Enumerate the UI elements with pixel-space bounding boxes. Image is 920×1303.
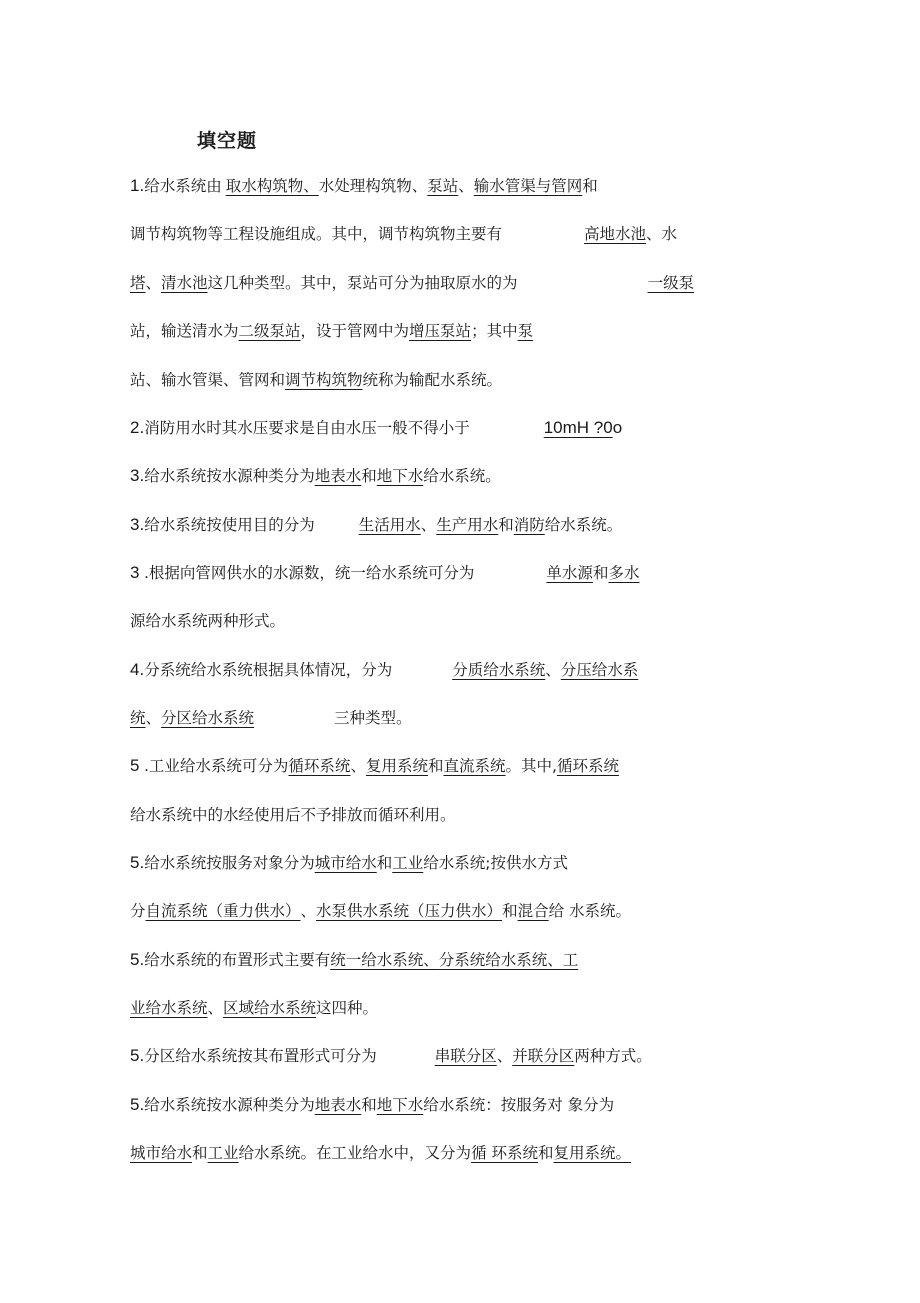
text-run: 、: [300, 902, 317, 920]
item-number: 5.: [130, 853, 145, 872]
text-line-14: [130, 802, 456, 828]
text-run: 、: [496, 1047, 513, 1065]
answer-blank: 直流系统: [443, 757, 506, 775]
text-run: 分: [130, 902, 146, 920]
text-run: 和: [376, 854, 393, 872]
text-run: 给水系统：按服务对 象分为: [423, 1096, 615, 1114]
answer-blank: 统: [130, 709, 146, 727]
text-run: 、: [350, 757, 366, 775]
text-run: 、: [458, 177, 474, 195]
text-line-15: [130, 850, 568, 876]
answer-blank: 区域给水系统: [223, 999, 317, 1017]
text-line-9: [130, 560, 639, 586]
answer-blank: 单水源: [546, 564, 593, 582]
text-run: 分区给水系统按其布置形式可分为: [144, 1047, 377, 1065]
answer-blank: 混合: [517, 902, 549, 920]
text-run: 两种方式。: [574, 1047, 652, 1065]
item-number: 4.: [130, 660, 145, 679]
text-line-11: [130, 657, 638, 683]
page-title: 填空题: [197, 130, 258, 152]
answer-blank: 生活用水: [358, 516, 421, 534]
text-line-19: [130, 1043, 652, 1069]
text-line-2: [130, 221, 677, 247]
text-run: 、水: [646, 225, 678, 243]
answer-blank: 塔: [130, 274, 146, 292]
text-run: 。其中,: [505, 757, 557, 775]
answer-blank: 地表水: [314, 1096, 362, 1114]
text-run: 和: [582, 177, 598, 195]
text-run: 、: [207, 999, 224, 1017]
answer-blank: 工业: [392, 854, 424, 872]
item-number: 5.: [130, 1095, 145, 1114]
text-run: 给水系统按水源种类分为: [144, 1096, 315, 1114]
answer-blank: 地下水: [376, 1096, 424, 1114]
answer-blank: 清水池: [161, 274, 208, 292]
answer-blank: 地表水: [314, 467, 362, 485]
answer-blank: 生产用水: [436, 516, 499, 534]
text-run: 给水系统。在工业给水中，又分为: [238, 1144, 472, 1162]
answer-blank: 自流系统（重力供水）: [145, 902, 301, 920]
text-run: 站、输水管渠、管网和: [130, 371, 286, 389]
text-run: 这四种。: [316, 999, 379, 1017]
answer-blank: 取水构筑物、: [225, 177, 319, 195]
text-line-3: [130, 270, 694, 296]
text-run: 和: [361, 467, 377, 485]
text-line-7: [130, 463, 501, 489]
answer-blank: 城市给水: [314, 854, 377, 872]
item-number: 1.: [130, 176, 145, 195]
text-line-13: [130, 753, 619, 779]
answer-blank: 输水管渠与管网: [473, 177, 583, 195]
text-line-4: [130, 318, 533, 344]
text-run: 给水系统;按供水方式: [423, 854, 568, 872]
answer-blank: 多水: [608, 564, 640, 582]
text-run: 站，输送清水为: [130, 322, 239, 340]
text-run: 给水系统按使用目的分为: [144, 516, 315, 534]
text-run: 给水系统按水源种类分为: [144, 467, 315, 485]
answer-blank: 水泵供水系统（压力供水）: [316, 902, 503, 920]
text-run: 给水系统按服务对象分为: [144, 854, 315, 872]
text-line-8: [130, 512, 622, 538]
text-run: 给水系统。: [544, 516, 623, 534]
text-line-16: [130, 898, 631, 924]
answer-blank: 复用系统。: [553, 1144, 632, 1162]
answer-blank: 消防: [513, 516, 545, 534]
item-number: 5.: [130, 950, 145, 969]
text-run: 给 水系统。: [548, 902, 632, 920]
text-line-6: [130, 415, 622, 441]
text-run: 、: [145, 709, 162, 727]
answer-blank: 分系统给水系统、: [438, 951, 563, 969]
answer-blank: 泵: [517, 322, 534, 340]
text-run: 调节构筑物等工程设施组成。其中，调节构筑物主要有: [130, 225, 503, 243]
answer-blank: 10mH ?0: [543, 418, 613, 437]
text-run: 消防用水时其水压要求是自由水压一般不得小于: [144, 419, 470, 437]
item-number: 3.: [130, 515, 145, 534]
answer-blank: 并联分区: [512, 1047, 575, 1065]
text-line-1: [130, 173, 598, 199]
text-run: 给水系统。: [423, 467, 501, 485]
text-run: 和: [592, 564, 609, 582]
text-run: 分系统给水系统根据具体情况，分为: [144, 661, 393, 679]
answer-blank: 工业: [207, 1144, 239, 1162]
text-run: 和: [427, 757, 444, 775]
text-run: 、: [145, 274, 162, 292]
answer-blank: 高地水池: [584, 225, 647, 243]
text-run: 根据向管网供水的水源数，统一给水系统可分为: [148, 564, 475, 582]
answer-blank: 循环系统: [556, 757, 619, 775]
item-number: 3.: [130, 466, 145, 485]
item-number: 5.: [130, 1046, 145, 1065]
answer-blank: 循环系统: [288, 757, 351, 775]
text-run: ；其中: [471, 322, 518, 340]
item-number: 2.: [130, 418, 145, 437]
text-line-21: [130, 1140, 631, 1166]
text-run: 和: [502, 902, 518, 920]
answer-blank: 分质给水系统: [452, 661, 546, 679]
answer-blank: 分压给水系: [560, 661, 639, 679]
text-run: 、: [545, 661, 561, 679]
answer-blank: 城市给水: [130, 1144, 193, 1162]
item-number: 3 .: [130, 563, 149, 582]
answer-blank: 串联分区: [434, 1047, 497, 1065]
text-run: 和: [538, 1144, 554, 1162]
text-run: 给水系统的布置形式主要有: [144, 951, 331, 969]
text-run: 、: [420, 516, 437, 534]
text-run: ，设于管网中为: [300, 322, 410, 340]
answer-blank: 二级泵站: [238, 322, 301, 340]
text-line-10: [130, 608, 285, 634]
text-run: 给水系统中的水经使用后不予排放而循环利用。: [130, 806, 456, 824]
answer-blank: 调节构筑物: [285, 371, 363, 389]
answer-blank: 循 环系统: [471, 1144, 538, 1162]
text-line-18: [130, 995, 378, 1021]
text-run: 工业给水系统可分为: [148, 757, 289, 775]
text-run: 水处理构筑物、: [318, 177, 428, 195]
answer-blank: 统一给水系统、: [330, 951, 439, 969]
answer-blank: 增压泵站: [409, 322, 472, 340]
text-run: 和: [498, 516, 514, 534]
text-run: 源给水系统两种形式。: [130, 612, 286, 630]
answer-blank: 工: [562, 951, 579, 969]
text-line-20: [130, 1092, 614, 1118]
text-run: 给水系统由: [144, 177, 222, 195]
answer-blank: 分区给水系统: [161, 709, 255, 727]
item-number: 5 .: [130, 756, 149, 775]
text-line-12: [130, 705, 412, 731]
answer-blank: 复用系统: [365, 757, 428, 775]
answer-blank: 泵站: [427, 177, 459, 195]
text-run: 这几种类型。其中，泵站可分为抽取原水的为: [207, 274, 518, 292]
answer-blank: 一级泵: [647, 274, 695, 292]
text-run: 和: [192, 1144, 208, 1162]
text-line-17: [130, 947, 578, 973]
text-run: 和: [361, 1096, 377, 1114]
text-line-5: [130, 367, 502, 393]
text-run: 统称为输配水系统。: [362, 371, 503, 389]
answer-blank: 地下水: [376, 467, 424, 485]
text-run: 三种类型。: [334, 709, 412, 727]
text-run: o: [612, 418, 623, 437]
answer-blank: 业给水系统: [130, 999, 208, 1017]
